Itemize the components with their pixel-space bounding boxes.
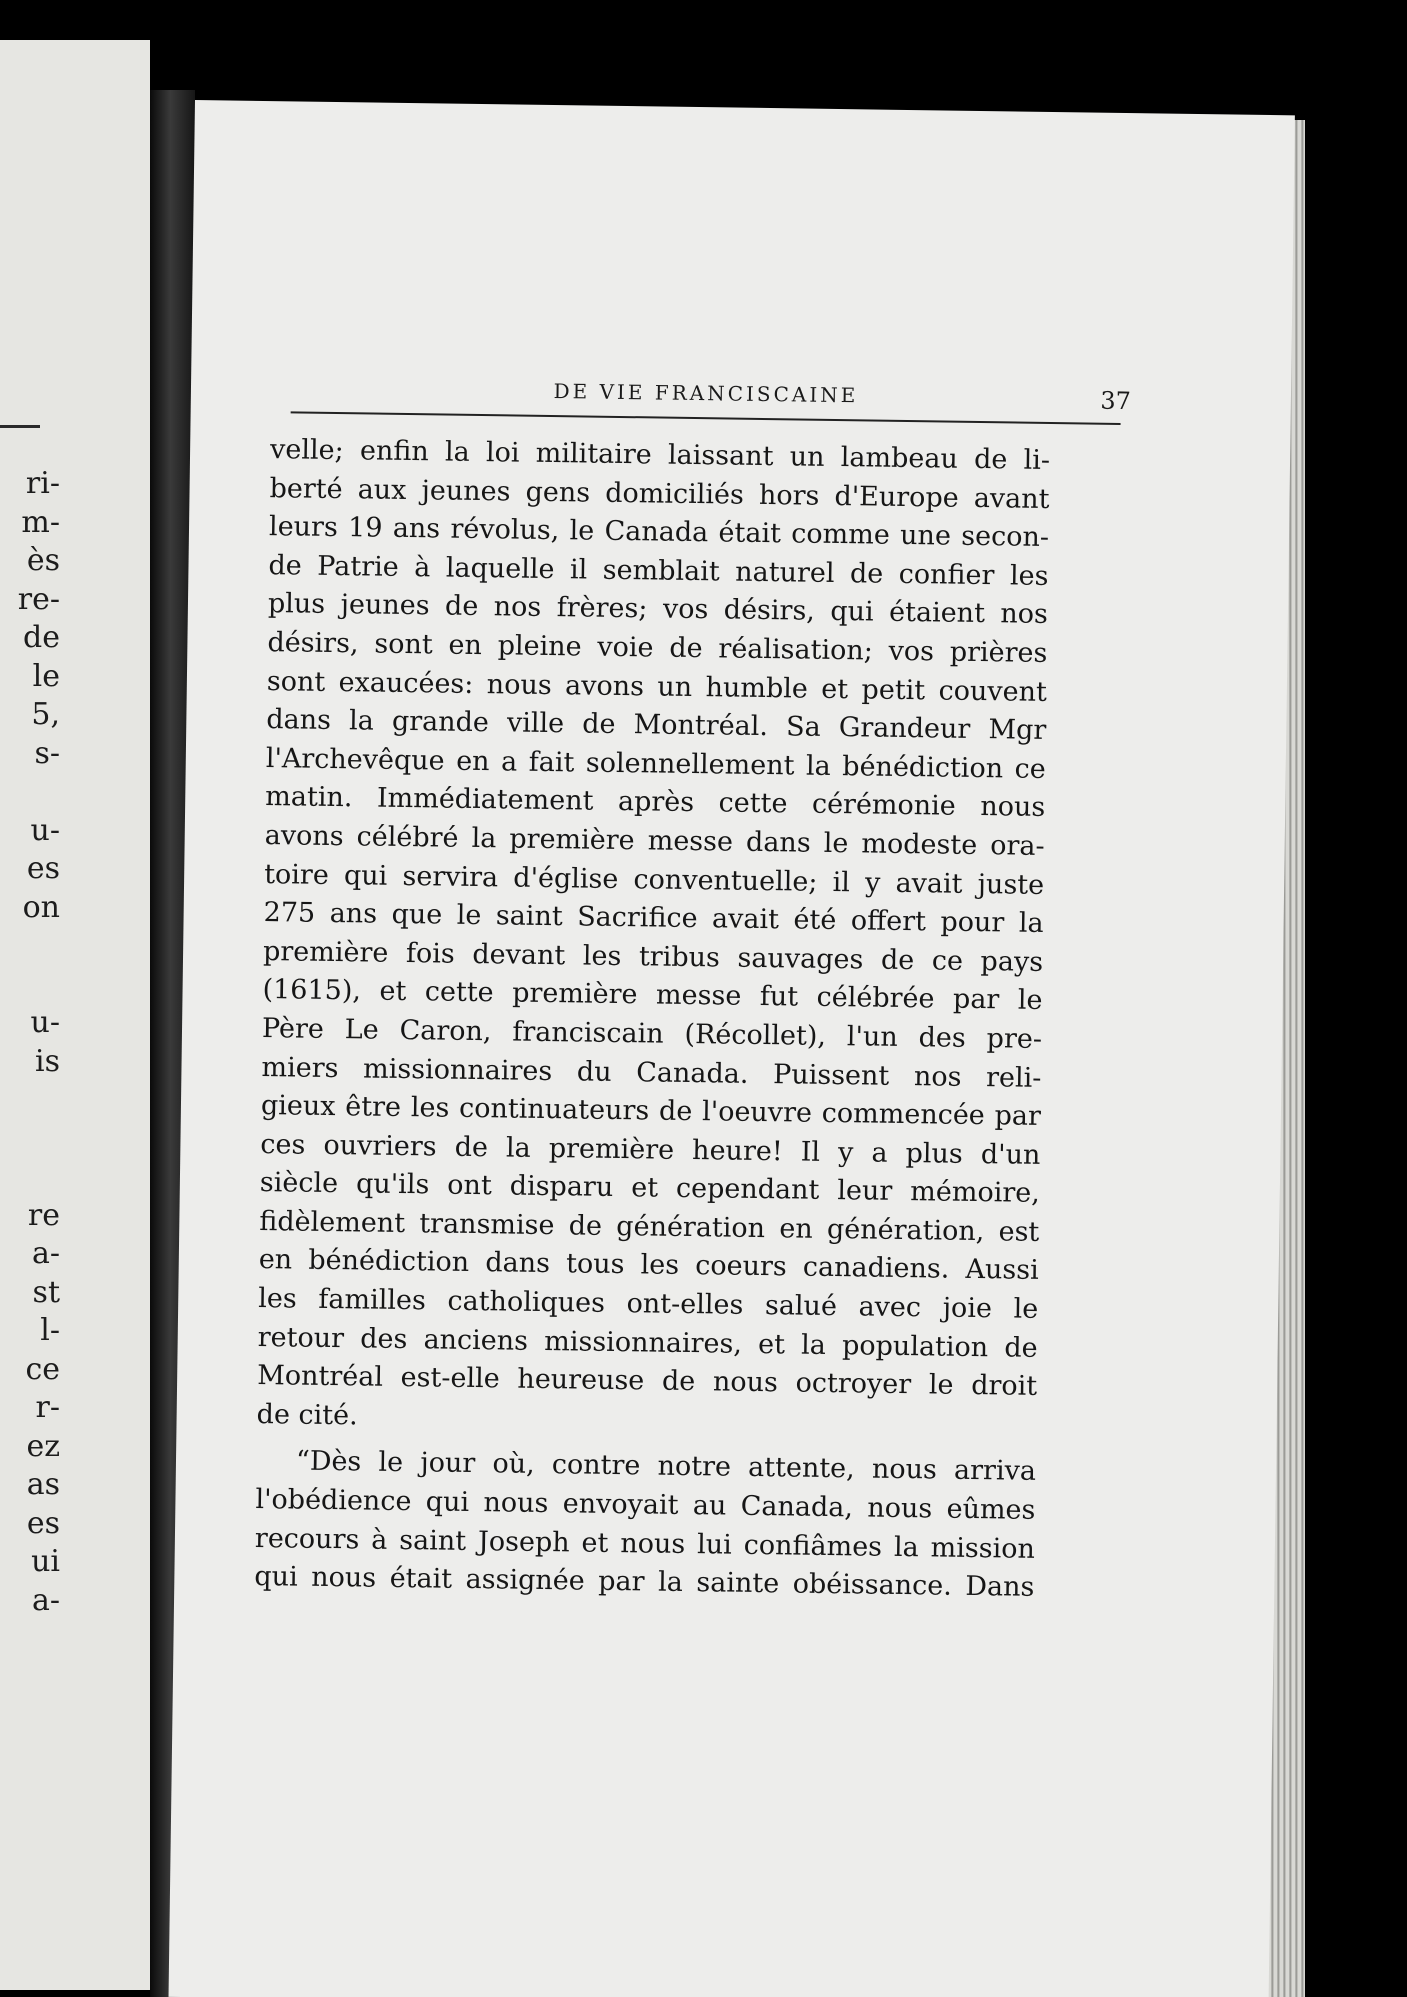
previous-page-fragment: re [27, 1197, 60, 1233]
text-line: l'Archevêque en a fait solennellement la bénédiction ce [265, 742, 1046, 785]
previous-page-fragment: le [32, 658, 60, 694]
previous-page-fragment: ui [31, 1544, 60, 1579]
previous-page-fragment: on [22, 889, 60, 925]
previous-page-fragment: ez [26, 1428, 60, 1464]
text-line: leurs 19 ans révolus, le Canada était comme une secon- [268, 511, 1050, 554]
text-line: retour des anciens missionnaires, et la population de [257, 1321, 1038, 1364]
previous-page-fragment [0, 1158, 60, 1197]
previous-page-edge [0, 40, 150, 1990]
previous-page-fragment: m- [21, 504, 60, 540]
previous-page-fragment: st [32, 1274, 60, 1310]
book-page [169, 100, 1295, 1997]
text-line: velle; enfin la loi militaire laissant un lambeau de li- [269, 434, 1051, 476]
previous-page-fragment [0, 1120, 60, 1159]
previous-page-fragment: re- [17, 581, 60, 617]
previous-page-fragment [0, 966, 60, 1005]
text-line: de Patrie à laquelle il semblait naturel de confier les [268, 549, 1049, 592]
previous-page-fragment: r- [35, 1390, 60, 1425]
previous-page-fragment: ès [26, 543, 60, 578]
text-line: sont exaucées: nous avons un humble et petit couvent [266, 665, 1048, 708]
text-line: Montréal est-elle heureuse de nous octroyer le droit [256, 1360, 1038, 1403]
text-line: “Dès le jour où, contre notre attente, nous arriva [295, 1445, 1037, 1488]
previous-page-fragments [0, 465, 60, 1620]
previous-page-fragment: de [23, 620, 60, 655]
previous-page-fragment: es [26, 1505, 60, 1541]
text-line: ces ouvriers de la première heure! Il y a plus d'un [260, 1128, 1041, 1171]
text-line: 275 ans que le saint Sacrifice avait été offert pour la [263, 897, 1044, 940]
text-line: en bénédiction dans tous les coeurs canadiens. Aussi [258, 1244, 1039, 1287]
running-head [291, 371, 1132, 425]
text-line: désirs, sont en pleine voie de réalisation; vos prières [267, 627, 1048, 669]
previous-page-fragment: u- [30, 812, 60, 848]
text-line: (1615), et cette première messe fut célébrée par le [262, 974, 1043, 1017]
previous-page-fragment: is [35, 1043, 60, 1079]
text-line: avons célébré la première messe dans le modeste ora- [264, 819, 1045, 862]
text-line: dans la grande ville de Montréal. Sa Grandeur Mgr [266, 704, 1047, 747]
text-line: berté aux jeunes gens domiciliés hors d'Europe avant [269, 472, 1050, 515]
previous-page-fragment: ri- [25, 466, 60, 501]
text-line: toire qui servira d'église conventuelle; il y avait juste [263, 858, 1045, 901]
previous-page-fragment: u- [30, 1005, 60, 1040]
text-line: recours à saint Joseph et nous lui confiâmes la mission [254, 1522, 1036, 1565]
previous-page-fragment [0, 927, 60, 966]
previous-page-fragment: a- [31, 1236, 60, 1271]
text-line: gieux être les continuateurs de l'oeuvre commencée par [260, 1090, 1042, 1133]
text-line: fidèlement transmise de génération en génération, est [259, 1205, 1040, 1248]
previous-page-fragment: a- [31, 1582, 60, 1618]
previous-page-fragment: es [26, 851, 60, 886]
text-line: miers missionnaires du Canada. Puissent nos reli- [261, 1051, 1042, 1094]
previous-page-fragment: 5, [31, 697, 60, 732]
previous-page-fragment: l- [40, 1313, 60, 1348]
previous-page-fragment [0, 1081, 60, 1120]
body-text [254, 431, 1050, 1608]
text-line: qui nous était assignée par la sainte obéissance. Dans [254, 1561, 1035, 1604]
previous-page-fragment: ce [25, 1351, 60, 1387]
previous-page-rule [0, 425, 40, 428]
text-line: première fois devant les tribus sauvages de ce pays [262, 935, 1044, 978]
text-line: Père Le Caron, franciscain (Récollet), l'un des pre- [261, 1012, 1043, 1055]
text-line: l'obédience qui nous envoyait au Canada, nous eûmes [255, 1484, 1036, 1526]
text-line: les familles catholiques ont-elles salué avec joie le [258, 1283, 1039, 1325]
previous-page-fragment: as [26, 1467, 60, 1502]
text-line: siècle qu'ils ont disparu et cependant leur mémoire, [259, 1167, 1041, 1210]
text-line: matin. Immédiatement après cette cérémonie nous [265, 781, 1046, 824]
text-line: de cité. [256, 1398, 358, 1432]
page-number: 37 [1100, 386, 1132, 416]
previous-page-fragment [0, 773, 60, 812]
text-line: plus jeunes de nos frères; vos désirs, qui étaient nos [267, 588, 1049, 631]
previous-page-fragment: s- [34, 735, 60, 771]
running-title: DE VIE FRANCISCAINE [553, 379, 859, 408]
